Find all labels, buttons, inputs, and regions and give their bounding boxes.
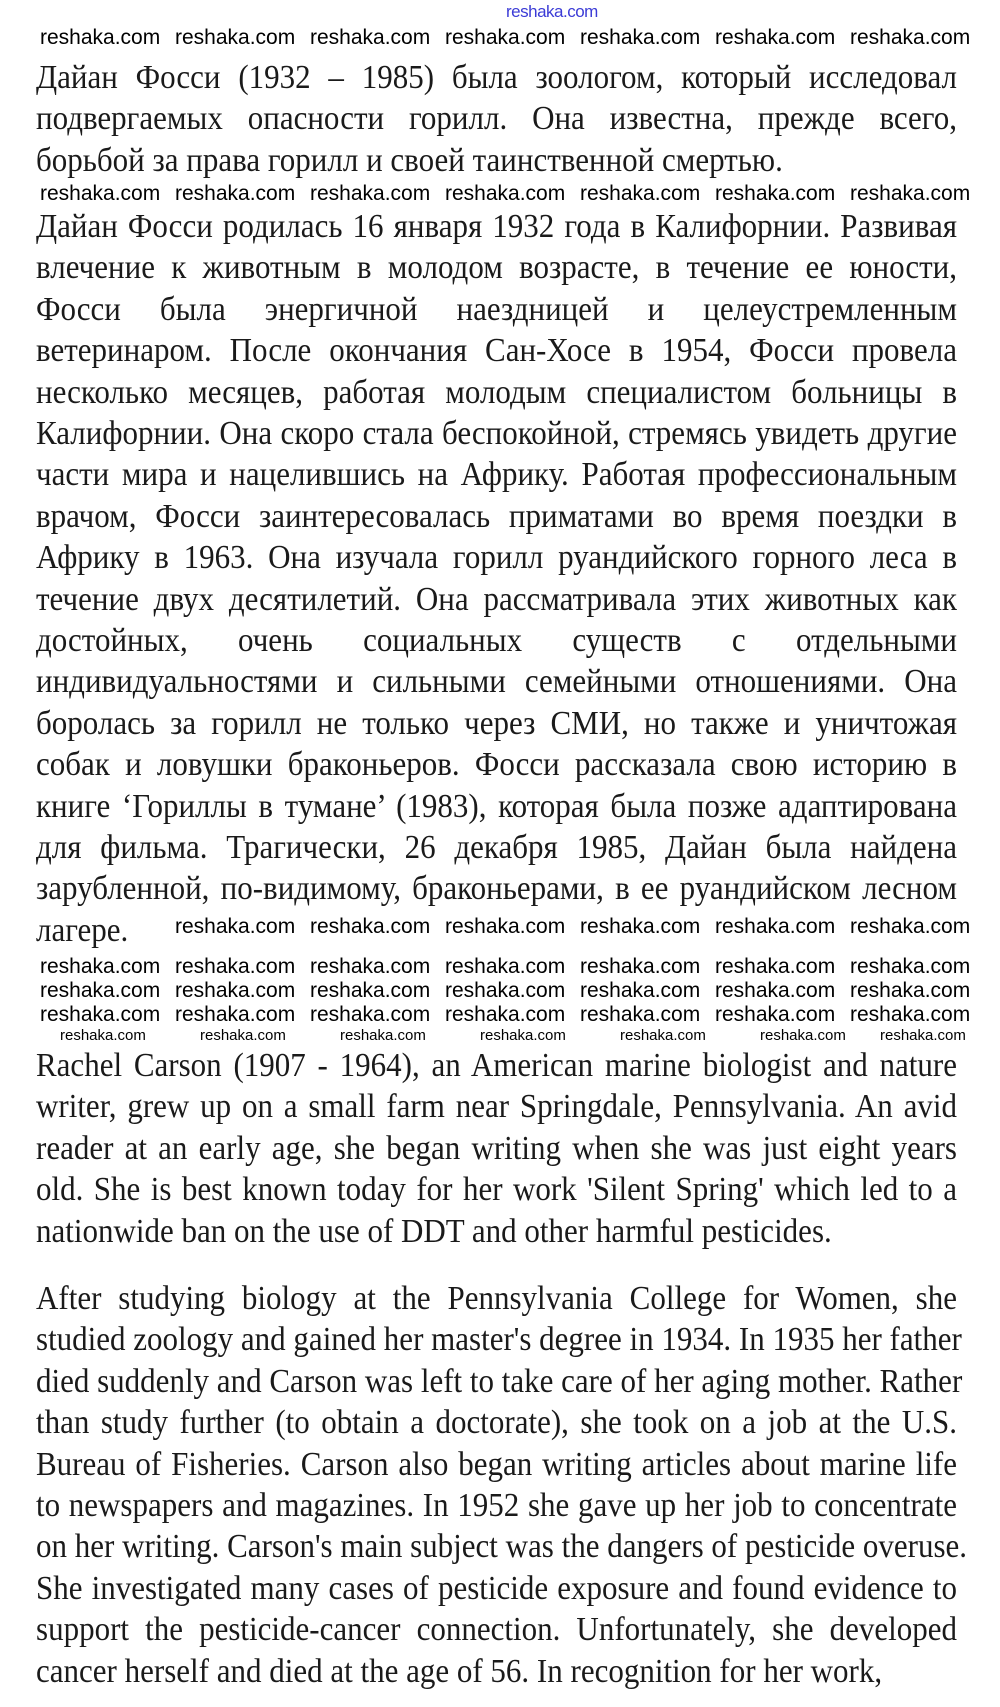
text-line: writer, grew up on a small farm near Springdale, Pennsylvania. An avid <box>36 1087 957 1126</box>
text-line: cancer herself and died at the age of 56. In recognition for her work, <box>36 1651 883 1690</box>
watermark: reshaka.com <box>715 182 836 205</box>
watermark: reshaka.com <box>310 182 431 205</box>
text-line: Калифорнии. Она скоро стала беспокойной, стремясь увидеть другие <box>36 414 957 452</box>
watermark: reshaka.com <box>850 1003 971 1026</box>
text-line: to newspapers and magazines. In 1952 she gave up her job to concentrate <box>36 1486 957 1524</box>
watermark: reshaka.com <box>880 1027 966 1044</box>
watermark: reshaka.com <box>760 1027 846 1044</box>
watermark: reshaka.com <box>175 955 296 978</box>
text-line: reader at an early age, she began writing when she was just eight years <box>36 1128 957 1167</box>
watermark: reshaka.com <box>850 182 971 205</box>
watermark: reshaka.com <box>175 26 296 49</box>
text-line: Rachel Carson (1907 - 1964), an American marine biologist and nature <box>36 1046 957 1084</box>
watermark: reshaka.com <box>620 1027 706 1044</box>
watermark: reshaka.com <box>445 955 566 978</box>
watermark: reshaka.com <box>310 955 431 978</box>
text-line: Дайан Фосси (1932 – 1985) была зоологом, который исследовал <box>36 58 957 96</box>
watermark: reshaka.com <box>310 1003 431 1026</box>
watermark: reshaka.com <box>850 979 971 1002</box>
watermark: reshaka.com <box>715 915 836 938</box>
watermark: reshaka.com <box>445 26 566 49</box>
watermark: reshaka.com <box>580 979 701 1002</box>
watermark: reshaka.com <box>310 979 431 1002</box>
text-line: Фосси была энергичной наездницей и целеустремленным <box>36 289 957 328</box>
watermark: reshaka.com <box>480 1027 566 1044</box>
text-line: Африку в 1963. Она изучала горилл руандийского горного леса в <box>36 538 957 576</box>
watermark: reshaka.com <box>506 2 598 21</box>
text-line: книге ‘Гориллы в тумане’ (1983), которая была позже адаптирована <box>36 786 957 825</box>
watermark: reshaka.com <box>580 915 701 938</box>
text-line: She investigated many cases of pesticide exposure and found evidence to <box>36 1568 957 1607</box>
text-line: лагере. <box>36 910 129 949</box>
watermark: reshaka.com <box>40 26 161 49</box>
watermark: reshaka.com <box>850 915 971 938</box>
watermark: reshaka.com <box>580 955 701 978</box>
watermark: reshaka.com <box>715 955 836 978</box>
watermark: reshaka.com <box>200 1027 286 1044</box>
watermark: reshaka.com <box>580 182 701 205</box>
text-line: течение двух десятилетий. Она рассматривала этих животных как <box>36 579 957 618</box>
watermark: reshaka.com <box>340 1027 426 1044</box>
watermark: reshaka.com <box>850 26 971 49</box>
watermark: reshaka.com <box>445 1003 566 1026</box>
watermark: reshaka.com <box>850 955 971 978</box>
watermark: reshaka.com <box>445 979 566 1002</box>
text-line: достойных, очень социальных существ с отдельными <box>36 621 957 659</box>
watermark: reshaka.com <box>40 979 161 1002</box>
text-line: ветеринаром. После окончания Сан-Хосе в 1954, Фосси провела <box>36 331 957 369</box>
text-line: old. She is best known today for her work 'Silent Spring' which led to a <box>36 1170 957 1208</box>
watermark: reshaka.com <box>715 979 836 1002</box>
watermark: reshaka.com <box>445 915 566 938</box>
watermark: reshaka.com <box>310 26 431 49</box>
watermark: reshaka.com <box>175 915 296 938</box>
text-line: собак и ловушки браконьеров. Фосси рассказала свою историю в <box>36 745 957 783</box>
watermark: reshaka.com <box>715 26 836 49</box>
watermark: reshaka.com <box>580 26 701 49</box>
text-line: влечение к животным в молодом возрасте, в течение ее юности, <box>36 248 957 287</box>
watermark: reshaka.com <box>40 955 161 978</box>
text-line: died suddenly and Carson was left to take care of her aging mother. Rather <box>36 1361 963 1400</box>
text-line: support the pesticide-cancer connection. Unfortunately, she developed <box>36 1610 957 1648</box>
watermark: reshaka.com <box>580 1003 701 1026</box>
text-line: части мира и нацелившись на Африку. Работая профессиональным <box>36 455 957 494</box>
watermark: reshaka.com <box>175 979 296 1002</box>
text-line: Bureau of Fisheries. Carson also began writing articles about marine life <box>36 1444 957 1483</box>
text-line: индивидуальностями и сильными семейными отношениями. Она <box>36 662 957 701</box>
watermark: reshaka.com <box>175 182 296 205</box>
text-line: than study further (to obtain a doctorate), she took on a job at the U.S. <box>36 1403 957 1441</box>
text-line: studied zoology and gained her master's degree in 1934. In 1935 her father <box>36 1320 962 1359</box>
watermark: reshaka.com <box>445 182 566 205</box>
watermark: reshaka.com <box>310 915 431 938</box>
text-line: After studying biology at the Pennsylvania College for Women, she <box>36 1279 957 1317</box>
text-line: для фильма. Трагически, 26 декабря 1985, Дайан была найдена <box>36 828 957 866</box>
text-line: Дайан Фосси родилась 16 января 1932 года в Калифорнии. Развивая <box>36 207 957 245</box>
text-line: on her writing. Carson's main subject was the dangers of pesticide overuse. <box>36 1527 968 1566</box>
text-line: nationwide ban on the use of DDT and other harmful pesticides. <box>36 1211 832 1250</box>
text-line: врачом, Фосси заинтересовалась приматами во время поездки в <box>36 496 957 535</box>
text-line: подвергаемых опасности горилл. Она известна, прежде всего, <box>36 99 957 138</box>
watermark: reshaka.com <box>175 1003 296 1026</box>
text-line: борьбой за права горилл и своей таинственной смертью. <box>36 140 783 179</box>
text-line: боролась за горилл не только через СМИ, но также и уничтожая <box>36 703 957 742</box>
watermark: reshaka.com <box>60 1027 146 1044</box>
text-line: несколько месяцев, работая молодым специалистом больницы в <box>36 372 957 411</box>
watermark: reshaka.com <box>40 182 161 205</box>
text-line: зарубленной, по-видимому, браконьерами, в ее руандийском лесном <box>36 869 957 908</box>
watermark: reshaka.com <box>715 1003 836 1026</box>
watermark: reshaka.com <box>40 1003 161 1026</box>
